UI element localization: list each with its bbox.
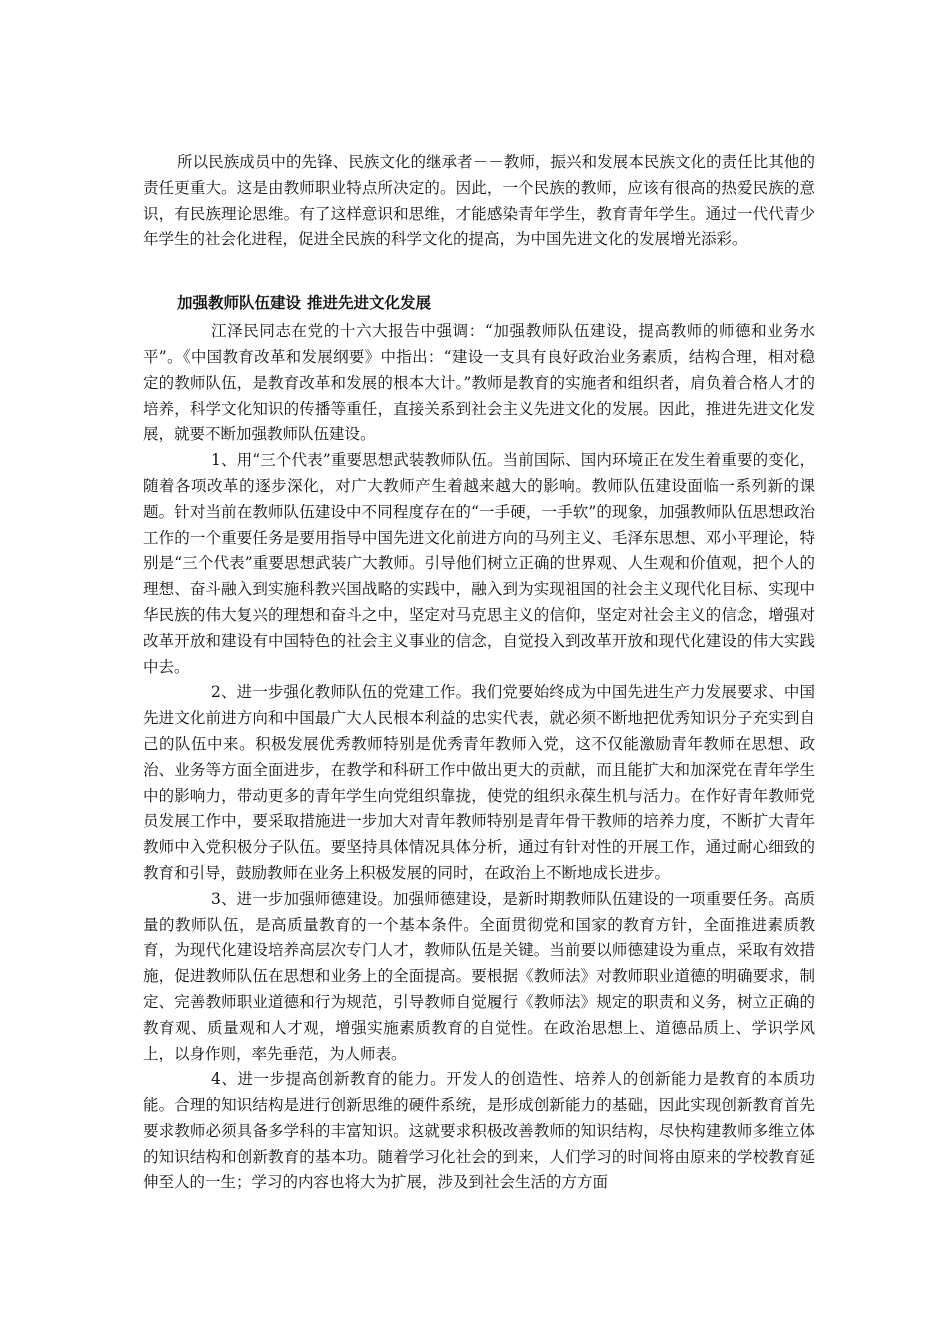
- section-heading: [143, 291, 815, 315]
- point-2-paragraph: 2、进一步强化教师队伍的党建工作。我们党要始终成为中国先进生产力发展要求、中国先进文化前进方向和中国最广大人民根本利益的忠实代表，就必须不断地把优秀知识分子充实到自己的队伍中来。积极发展优秀教师特别是优秀青年教师入党，这不仅能激励青年教师在思想、政治、业务等方面全面进步，在教学和科研工作中做出更大的贡献，而且能扩大和加深党在青年学生中的影响力，带动更多的青年学生向党组织靠拢，使党的组织永葆生机与活力。在作好青年教师党员发展工作中，要采取措施进一步加大对青年教师特别是青年骨干教师的培养力度，不断扩大青年教师中入党积极分子队伍。要坚持具体情况具体分析，通过有针对性的开展工作，通过耐心细致的教育和引导，鼓励教师在业务上积极发展的同时，在政治上不断地成长进步。: [143, 683, 815, 882]
- point-1-paragraph: 1、用“三个代表”重要思想武装教师队伍。当前国际、国内环境正在发生着重要的变化，随着各项改革的逐步深化，对广大教师产生着越来越大的影响。教师队伍建设面临一系列新的课题。针对当前在教师队伍建设中不同程度存在的“一手硬，一手软”的现象，加强教师队伍思想政治工作的一个重要任务是要用指导中国先进文化前进方向的马列主义、毛泽东思想、邓小平理论，特别是“三个代表”重要思想武装广大教师。引导他们树立正确的世界观、人生观和价值观，把个人的理想、奋斗融入到实施科教兴国战略的实践中，融入到为实现祖国的社会主义现代化目标、实现中华民族的伟大复兴的理想和奋斗之中，坚定对马克思主义的信仰，坚定对社会主义的信念，增强对改革开放和建设有中国特色的社会主义事业的信念，自觉投入到改革开放和现代化建设的伟大实践中去。: [143, 451, 815, 676]
- point-3-paragraph: 3、进一步加强师德建设。加强师德建设，是新时期教师队伍建设的一项重要任务。高质量的教师队伍，是高质量教育的一个基本条件。全面贯彻党和国家的教育方针，全面推进素质教育，为现代化建设培养高层次专门人才，教师队伍是关键。当前要以师德建设为重点，采取有效措施，促进教师队伍在思想和业务上的全面提高。要根据《教师法》对教师职业道德的明确要求，制定、完善教师职业道德和行为规范，引导教师自觉履行《教师法》规定的职责和义务，树立正确的教育观、质量观和人才观，增强实施素质教育的自觉性。在政治思想上、道德品质上、学识学风上，以身作则，率先垂范，为人师表。: [143, 889, 815, 1063]
- section-heading-part1: 加强教师队伍建设: [177, 294, 302, 313]
- section-intro-paragraph: 江泽民同志在党的十六大报告中强调：“加强教师队伍建设，提高教师的师德和业务水平”。《中国教育改革和发展纲要》中指出：“建设一支具有良好政治业务素质，结构合理，相对稳定的教师队伍，是教育改革和发展的根本大计。”教师是教育的实施者和组织者，肩负着合格人才的培养，科学文化知识的传播等重任，直接关系到社会主义先进文化的发展。因此，推进先进文化发展，就要不断加强教师队伍建设。: [143, 322, 815, 444]
- point-4-paragraph: 4、进一步提高创新教育的能力。开发人的创造性、培养人的创新能力是教育的本质功能。合理的知识结构是进行创新思维的硬件系统，是形成创新能力的基础，因此实现创新教育首先要求教师必须具备多学科的丰富知识。这就要求积极改善教师的知识结构，尽快构建教师多维立体的知识结构和创新教育的基本功。随着学习化社会的到来，人们学习的时间将由原来的学校教育延伸至人的一生；学习的内容也将大为扩展，涉及到社会生活的方方面: [143, 1070, 815, 1192]
- intro-paragraph: 所以民族成员中的先锋、民族文化的继承者－－教师，振兴和发展本民族文化的责任比其他的责任更重大。这是由教师职业特点所决定的。因此，一个民族的教师，应该有很高的热爱民族的意识，有民族理论思维。有了这样意识和思维，才能感染青年学生，教育青年学生。通过一代代青少年学生的社会化进程，促进全民族的科学文化的提高，为中国先进文化的发展增光添彩。: [143, 153, 815, 249]
- section-heading-part2: 推进先进文化发展: [307, 294, 432, 313]
- document-page: [143, 150, 815, 1196]
